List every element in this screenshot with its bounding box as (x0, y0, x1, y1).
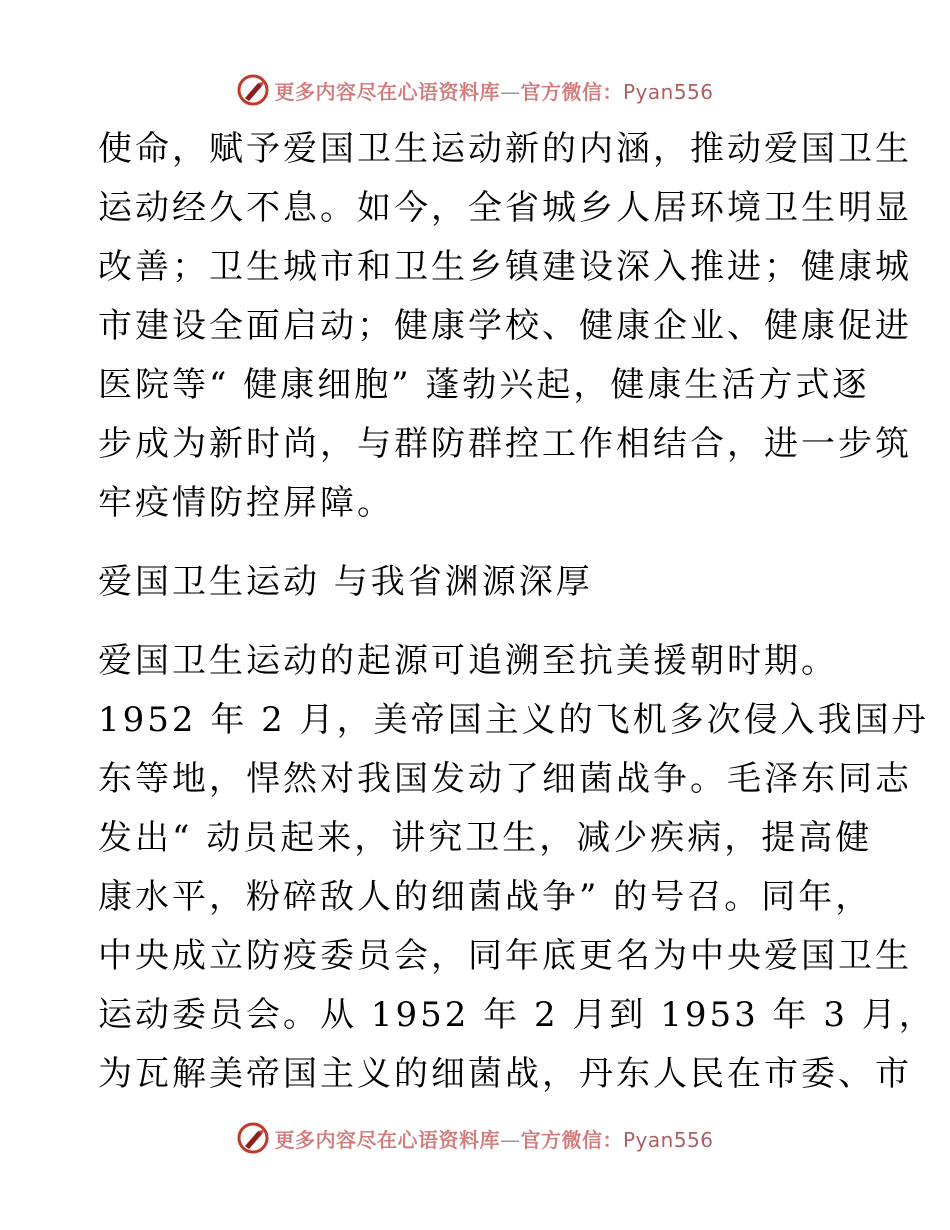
text-line: 东等地，悍然对我国发动了细菌战争。毛泽东同志 (98, 759, 912, 799)
pen-logo-icon (236, 73, 270, 107)
section-heading: 爱国卫生运动 与我省渊源深厚 (98, 562, 593, 602)
text-line: 为瓦解美帝国主义的细菌战，丹东人民在市委、市 (98, 1054, 912, 1094)
paragraph-gap (98, 612, 858, 632)
banner-site-name: 更多内容尽在心语资料库 (274, 1127, 500, 1152)
banner-wechat-id: Pyan556 (622, 79, 714, 104)
banner-site-name: 更多内容尽在心语资料库 (274, 79, 500, 104)
banner-wechat-id: Pyan556 (622, 1127, 714, 1152)
pen-logo-icon (236, 1121, 270, 1155)
paragraph-1 (98, 120, 912, 533)
text-line: 康水平，粉碎敌人的细菌战争” 的号召。同年， (98, 877, 873, 917)
paragraph-gap (98, 533, 858, 553)
banner-text (274, 76, 713, 105)
banner-separator: — (499, 1127, 521, 1152)
text-line: 发出“ 动员起来，讲究卫生，减少疾病，提高健 (98, 818, 873, 858)
text-line: 1952 年 2 月，美帝国主义的飞机多次侵入我国丹 (98, 700, 929, 740)
footer-banner (0, 1118, 950, 1158)
text-line: 运动委员会。从 1952 年 2 月到 1953 年 3 月， (98, 995, 936, 1035)
text-line: 运动经久不息。如今，全省城乡人居环境卫生明显 (98, 188, 912, 228)
paragraph-2 (98, 632, 936, 1104)
document-body (98, 120, 936, 1104)
text-line: 医院等“ 健康细胞” 蓬勃兴起，健康生活方式逐 (98, 365, 870, 405)
text-line: 牢疫情防控屏障。 (98, 483, 394, 523)
banner-text (274, 1124, 713, 1153)
text-line: 改善；卫生城市和卫生乡镇建设深入推进；健康城 (98, 247, 912, 287)
header-banner (0, 70, 950, 110)
banner-wechat-label: 官方微信： (520, 1127, 623, 1152)
text-line: 中央成立防疫委员会，同年底更名为中央爱国卫生 (98, 936, 912, 976)
text-line: 市建设全面启动；健康学校、健康企业、健康促进 (98, 306, 912, 346)
banner-separator: — (499, 79, 521, 104)
text-line: 爱国卫生运动的起源可追溯至抗美援朝时期。 (98, 641, 838, 681)
text-line: 使命，赋予爱国卫生运动新的内涵，推动爱国卫生 (98, 129, 912, 169)
text-line: 步成为新时尚，与群防群控工作相结合，进一步筑 (98, 424, 912, 464)
banner-wechat-label: 官方微信： (520, 79, 623, 104)
